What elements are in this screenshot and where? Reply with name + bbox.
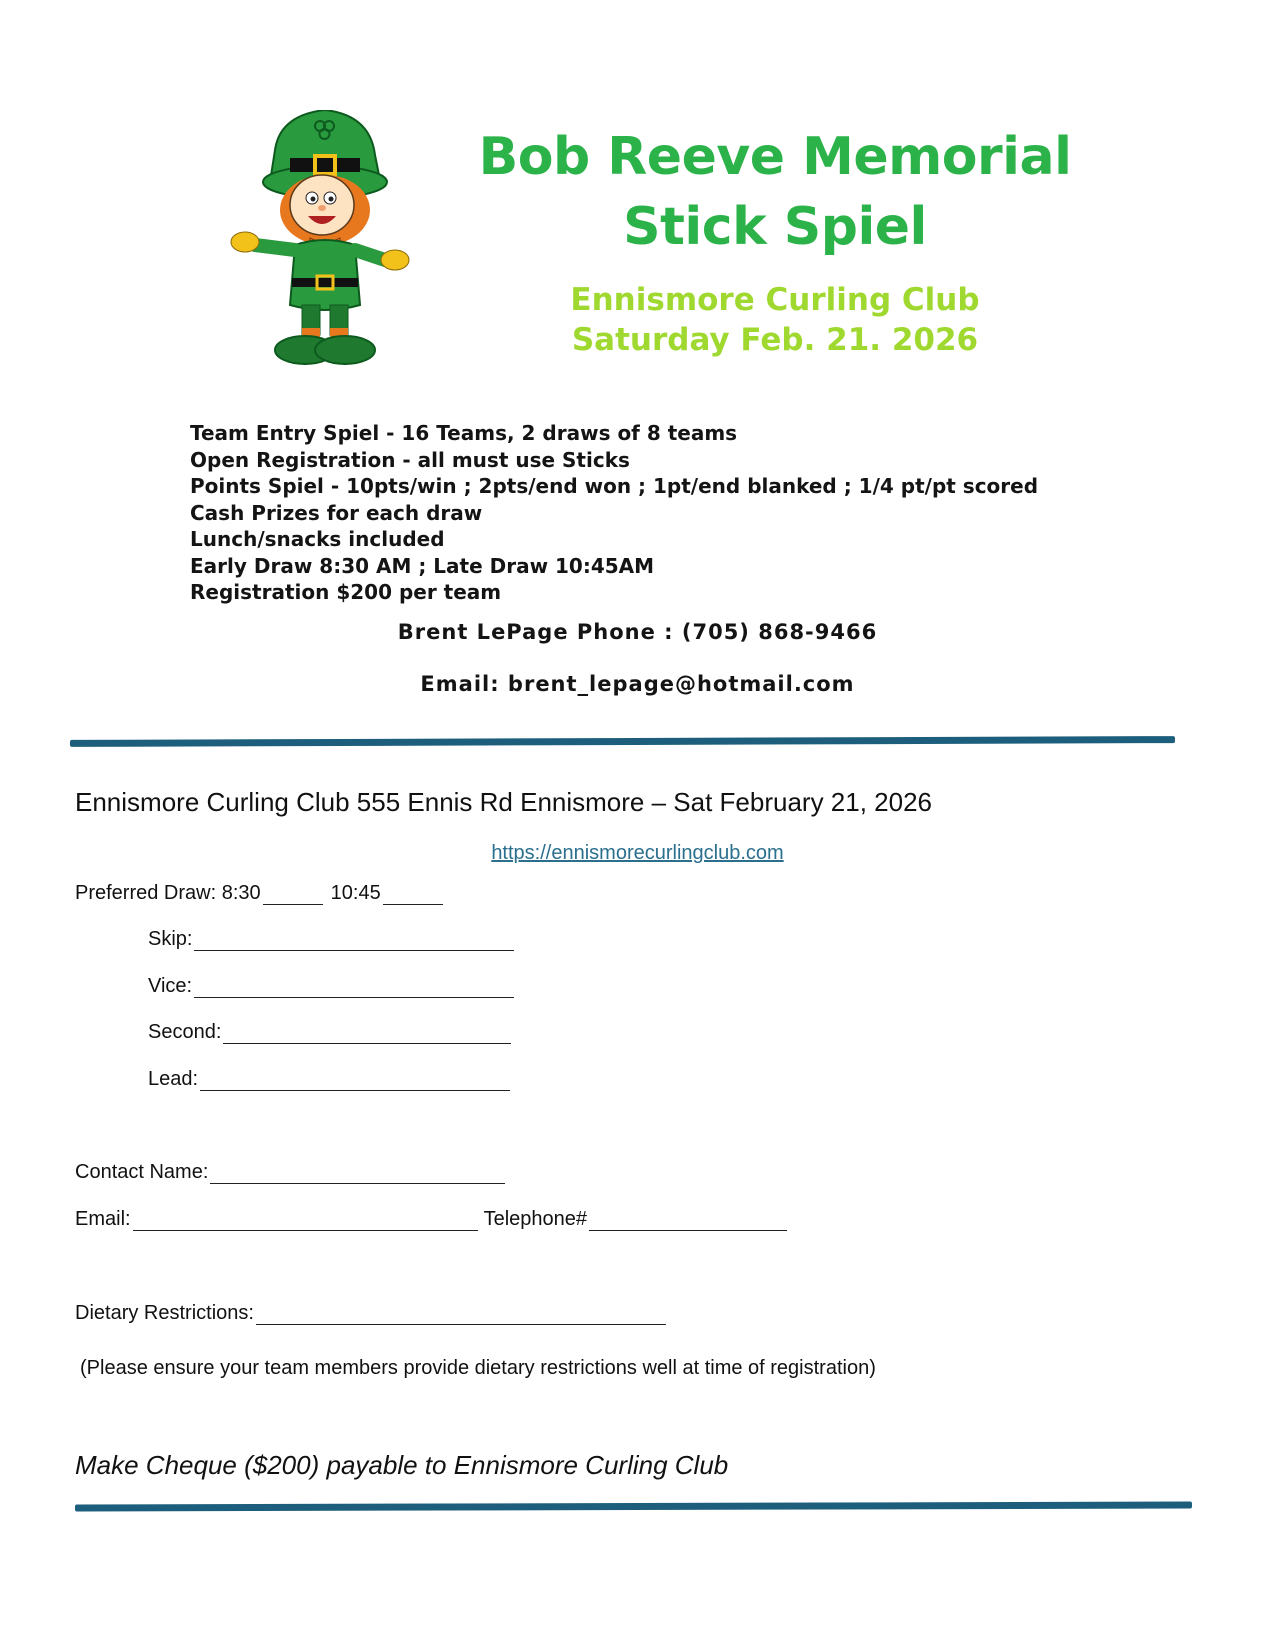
telephone-input[interactable] [589, 1212, 787, 1231]
late-draw-input[interactable] [383, 886, 443, 905]
lead-input[interactable] [200, 1072, 510, 1091]
leprechaun-icon [230, 110, 410, 370]
event-date: Saturday Feb. 21. 2026 [571, 322, 979, 358]
telephone-label: Telephone# [483, 1208, 588, 1230]
title-line-1: Bob Reeve Memorial [478, 127, 1072, 187]
lead-label: Lead: [148, 1068, 199, 1090]
contact-name-row [75, 1161, 505, 1184]
detail-line: Registration $200 per team [190, 580, 502, 604]
dietary-label: Dietary Restrictions: [75, 1302, 254, 1324]
event-details [190, 420, 1038, 606]
preferred-draw-row [75, 882, 443, 905]
divider-bottom [75, 1502, 1192, 1512]
contact-phone: Brent LePage Phone : (705) 868-9466 [397, 620, 878, 644]
contact-name-label: Contact Name: [75, 1161, 209, 1183]
dietary-input[interactable] [256, 1306, 666, 1325]
second-label: Second: [148, 1021, 222, 1043]
early-draw-input[interactable] [263, 886, 323, 905]
skip-input[interactable] [194, 932, 514, 951]
email-input[interactable] [133, 1212, 478, 1231]
title-line-2: Stick Spiel [623, 197, 927, 257]
detail-line: Cash Prizes for each draw [190, 500, 483, 525]
email-telephone-row [75, 1208, 787, 1231]
vice-row [148, 975, 514, 998]
detail-line: Lunch/snacks included [190, 527, 445, 551]
detail-line: Team Entry Spiel - 16 Teams, 2 draws of 8 teams [190, 421, 738, 445]
club-name: Ennismore Curling Club [570, 282, 980, 318]
detail-line: Points Spiel - 10pts/win ; 2pts/end won ; 1pt/end blanked ; 1/4 pt/pt scored [190, 474, 1039, 498]
vice-input[interactable] [194, 979, 514, 998]
venue-heading: Ennismore Curling Club 555 Ennis Rd Ennismore – Sat February 21, 2026 [75, 787, 933, 817]
skip-label: Skip: [148, 928, 193, 950]
contact-email: Email: brent_lepage@hotmail.com [420, 672, 855, 696]
event-subtitle [450, 280, 1100, 360]
club-website-link[interactable] [0, 842, 1275, 865]
divider-top [70, 736, 1175, 747]
lead-row [148, 1068, 510, 1091]
detail-line: Early Draw 8:30 AM ; Late Draw 10:45AM [190, 553, 655, 578]
detail-line: Open Registration - all must use Sticks [190, 447, 630, 472]
club-website-text[interactable]: https://ennismorecurlingclub.com [491, 842, 784, 864]
cheque-note: Make Cheque ($200) payable to Ennismore Curling Club [75, 1450, 729, 1480]
event-title [400, 122, 1150, 262]
second-row [148, 1021, 511, 1044]
dietary-note: (Please ensure your team members provide dietary restrictions well at time of registration) [80, 1357, 876, 1379]
skip-row [148, 928, 514, 951]
late-draw-label: 10:45 [330, 882, 381, 904]
vice-label: Vice: [148, 975, 193, 997]
contact-name-input[interactable] [210, 1165, 505, 1184]
second-input[interactable] [223, 1025, 511, 1044]
dietary-row [75, 1302, 666, 1325]
preferred-draw-label: Preferred Draw: 8:30 [75, 882, 261, 904]
email-label: Email: [75, 1208, 131, 1230]
